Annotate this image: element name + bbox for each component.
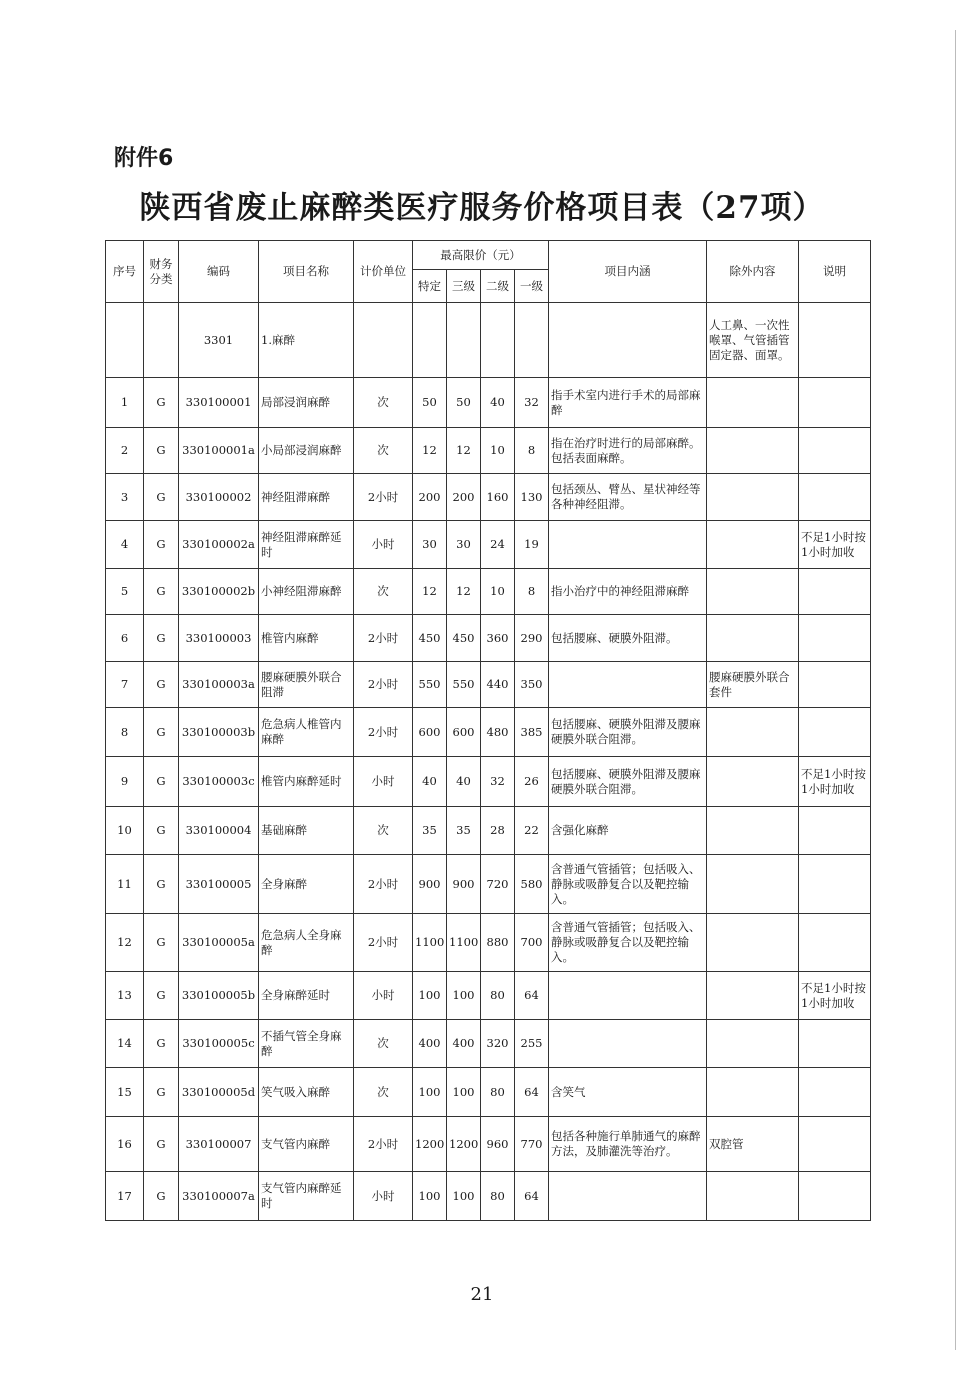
row-level2: 10 bbox=[481, 428, 515, 474]
table-row bbox=[106, 914, 871, 972]
row-note bbox=[799, 662, 871, 708]
row-level1: 32 bbox=[515, 378, 549, 428]
row-seq: 7 bbox=[106, 662, 144, 708]
row-content bbox=[549, 662, 707, 708]
row-note: 不足1小时按1小时加收 bbox=[799, 521, 871, 569]
row-content: 指小治疗中的神经阻滞麻醉 bbox=[549, 569, 707, 615]
row-code: 330100001a bbox=[179, 428, 259, 474]
row-unit: 次 bbox=[354, 1020, 413, 1068]
row-excluded bbox=[707, 474, 799, 521]
row-finance: G bbox=[144, 972, 179, 1020]
table-row bbox=[106, 1068, 871, 1117]
row-finance: G bbox=[144, 1020, 179, 1068]
row-seq: 6 bbox=[106, 615, 144, 662]
row-unit: 2小时 bbox=[354, 708, 413, 757]
row-code: 330100003 bbox=[179, 615, 259, 662]
row-level3: 550 bbox=[447, 662, 481, 708]
row-seq: 9 bbox=[106, 757, 144, 807]
row-level1: 64 bbox=[515, 972, 549, 1020]
row-unit: 次 bbox=[354, 428, 413, 474]
table-row bbox=[106, 807, 871, 855]
row-level1: 290 bbox=[515, 615, 549, 662]
header-seq: 序号 bbox=[106, 241, 144, 303]
row-level2: 28 bbox=[481, 807, 515, 855]
row-level3: 12 bbox=[447, 569, 481, 615]
row-special: 550 bbox=[413, 662, 447, 708]
row-name: 支气管内麻醉延时 bbox=[259, 1172, 354, 1221]
row-finance: G bbox=[144, 474, 179, 521]
row-code: 330100004 bbox=[179, 807, 259, 855]
row-excluded bbox=[707, 757, 799, 807]
row-level3: 900 bbox=[447, 855, 481, 914]
row-unit: 2小时 bbox=[354, 662, 413, 708]
row-level2: 80 bbox=[481, 972, 515, 1020]
header-excluded: 除外内容 bbox=[707, 241, 799, 303]
row-level2: 360 bbox=[481, 615, 515, 662]
row-level2: 880 bbox=[481, 914, 515, 972]
row-name: 椎管内麻醉延时 bbox=[259, 757, 354, 807]
row-level3: 1200 bbox=[447, 1117, 481, 1172]
row-special: 40 bbox=[413, 757, 447, 807]
row-level1: 350 bbox=[515, 662, 549, 708]
row-finance: G bbox=[144, 807, 179, 855]
row-note: 不足1小时按1小时加收 bbox=[799, 757, 871, 807]
row-excluded: 腰麻硬膜外联合套件 bbox=[707, 662, 799, 708]
row-content: 指手术室内进行手术的局部麻醉 bbox=[549, 378, 707, 428]
header-note: 说明 bbox=[799, 241, 871, 303]
row-special: 450 bbox=[413, 615, 447, 662]
row-unit: 小时 bbox=[354, 1172, 413, 1221]
row-level2: 480 bbox=[481, 708, 515, 757]
row-unit: 小时 bbox=[354, 757, 413, 807]
row-unit: 次 bbox=[354, 807, 413, 855]
row-seq: 10 bbox=[106, 807, 144, 855]
header-special: 特定 bbox=[413, 270, 447, 303]
row-seq: 1 bbox=[106, 378, 144, 428]
row-level2: 80 bbox=[481, 1172, 515, 1221]
row-unit: 2小时 bbox=[354, 474, 413, 521]
row-seq: 4 bbox=[106, 521, 144, 569]
row-seq: 3 bbox=[106, 474, 144, 521]
row-finance: G bbox=[144, 1172, 179, 1221]
row-name: 危急病人全身麻醉 bbox=[259, 914, 354, 972]
row-content bbox=[549, 1020, 707, 1068]
row-level3: 12 bbox=[447, 428, 481, 474]
row-finance: G bbox=[144, 1117, 179, 1172]
table-row bbox=[106, 708, 871, 757]
row-code: 330100005a bbox=[179, 914, 259, 972]
row-name: 局部浸润麻醉 bbox=[259, 378, 354, 428]
row-unit: 2小时 bbox=[354, 914, 413, 972]
row-note bbox=[799, 615, 871, 662]
row-level1: 19 bbox=[515, 521, 549, 569]
row-finance: G bbox=[144, 708, 179, 757]
row-note bbox=[799, 807, 871, 855]
row-finance: G bbox=[144, 378, 179, 428]
row-seq: 2 bbox=[106, 428, 144, 474]
row-content: 含笑气 bbox=[549, 1068, 707, 1117]
table-row bbox=[106, 615, 871, 662]
row-unit: 次 bbox=[354, 1068, 413, 1117]
row-level3: 100 bbox=[447, 1172, 481, 1221]
row-name: 笑气吸入麻醉 bbox=[259, 1068, 354, 1117]
row-name: 全身麻醉延时 bbox=[259, 972, 354, 1020]
row-name: 不插气管全身麻醉 bbox=[259, 1020, 354, 1068]
header-max-price: 最高限价（元） bbox=[413, 241, 549, 270]
row-level3: 400 bbox=[447, 1020, 481, 1068]
row-unit: 2小时 bbox=[354, 615, 413, 662]
row-level1: 255 bbox=[515, 1020, 549, 1068]
row-level2: 10 bbox=[481, 569, 515, 615]
row-special: 600 bbox=[413, 708, 447, 757]
row-special: 50 bbox=[413, 378, 447, 428]
row-level1: 385 bbox=[515, 708, 549, 757]
row-content: 含普通气管插管；包括吸入、静脉或吸静复合以及靶控输入。 bbox=[549, 914, 707, 972]
row-note bbox=[799, 1020, 871, 1068]
row-level3: 100 bbox=[447, 1068, 481, 1117]
header-unit: 计价单位 bbox=[354, 241, 413, 303]
row-note bbox=[799, 569, 871, 615]
section-row bbox=[106, 303, 871, 378]
row-excluded bbox=[707, 1020, 799, 1068]
table-row bbox=[106, 474, 871, 521]
row-code: 330100005c bbox=[179, 1020, 259, 1068]
row-note bbox=[799, 474, 871, 521]
row-note bbox=[799, 1068, 871, 1117]
row-level3: 35 bbox=[447, 807, 481, 855]
row-content: 包括腰麻、硬膜外阻滞及腰麻硬膜外联合阻滞。 bbox=[549, 757, 707, 807]
page-title: 陕西省废止麻醉类医疗服务价格项目表（27项） bbox=[139, 190, 825, 226]
row-excluded bbox=[707, 914, 799, 972]
row-content bbox=[549, 1172, 707, 1221]
row-level3: 50 bbox=[447, 378, 481, 428]
header-code: 编码 bbox=[179, 241, 259, 303]
table-row bbox=[106, 662, 871, 708]
row-special: 400 bbox=[413, 1020, 447, 1068]
row-content: 包括腰麻、硬膜外阻滞。 bbox=[549, 615, 707, 662]
row-level3: 40 bbox=[447, 757, 481, 807]
row-seq: 14 bbox=[106, 1020, 144, 1068]
row-content bbox=[549, 521, 707, 569]
row-name: 小神经阻滞麻醉 bbox=[259, 569, 354, 615]
row-level1: 770 bbox=[515, 1117, 549, 1172]
row-special: 35 bbox=[413, 807, 447, 855]
header-level3: 三级 bbox=[447, 270, 481, 303]
row-code: 330100003a bbox=[179, 662, 259, 708]
row-excluded bbox=[707, 1068, 799, 1117]
row-excluded bbox=[707, 521, 799, 569]
row-excluded bbox=[707, 708, 799, 757]
row-level3: 100 bbox=[447, 972, 481, 1020]
row-seq: 12 bbox=[106, 914, 144, 972]
row-note bbox=[799, 1172, 871, 1221]
row-code: 330100001 bbox=[179, 378, 259, 428]
row-content bbox=[549, 972, 707, 1020]
row-content: 含强化麻醉 bbox=[549, 807, 707, 855]
row-special: 100 bbox=[413, 972, 447, 1020]
row-unit: 小时 bbox=[354, 972, 413, 1020]
row-finance: G bbox=[144, 914, 179, 972]
section-code: 3301 bbox=[179, 303, 259, 378]
row-name: 椎管内麻醉 bbox=[259, 615, 354, 662]
row-level1: 64 bbox=[515, 1068, 549, 1117]
table-row bbox=[106, 569, 871, 615]
row-excluded bbox=[707, 807, 799, 855]
scan-edge-line bbox=[955, 30, 956, 1350]
row-level3: 1100 bbox=[447, 914, 481, 972]
row-level2: 320 bbox=[481, 1020, 515, 1068]
table-row bbox=[106, 855, 871, 914]
attachment-label: 附件6 bbox=[114, 146, 174, 171]
row-seq: 5 bbox=[106, 569, 144, 615]
row-seq: 16 bbox=[106, 1117, 144, 1172]
row-level1: 8 bbox=[515, 428, 549, 474]
row-special: 12 bbox=[413, 569, 447, 615]
row-note bbox=[799, 1117, 871, 1172]
row-code: 330100005 bbox=[179, 855, 259, 914]
row-note bbox=[799, 855, 871, 914]
row-excluded bbox=[707, 569, 799, 615]
row-level2: 24 bbox=[481, 521, 515, 569]
row-special: 1200 bbox=[413, 1117, 447, 1172]
row-level1: 580 bbox=[515, 855, 549, 914]
row-finance: G bbox=[144, 757, 179, 807]
row-unit: 2小时 bbox=[354, 855, 413, 914]
row-special: 30 bbox=[413, 521, 447, 569]
section-excluded: 人工鼻、一次性喉罩、气管插管固定器、面罩。 bbox=[707, 303, 799, 378]
row-special: 200 bbox=[413, 474, 447, 521]
row-excluded: 双腔管 bbox=[707, 1117, 799, 1172]
row-level2: 960 bbox=[481, 1117, 515, 1172]
section-seq bbox=[106, 303, 144, 378]
row-special: 12 bbox=[413, 428, 447, 474]
row-note bbox=[799, 708, 871, 757]
row-excluded bbox=[707, 615, 799, 662]
header-level2: 二级 bbox=[481, 270, 515, 303]
row-name: 全身麻醉 bbox=[259, 855, 354, 914]
table-row bbox=[106, 1020, 871, 1068]
row-excluded bbox=[707, 428, 799, 474]
row-level3: 30 bbox=[447, 521, 481, 569]
row-seq: 13 bbox=[106, 972, 144, 1020]
table-row bbox=[106, 521, 871, 569]
row-level1: 64 bbox=[515, 1172, 549, 1221]
row-excluded bbox=[707, 972, 799, 1020]
row-seq: 17 bbox=[106, 1172, 144, 1221]
row-name: 支气管内麻醉 bbox=[259, 1117, 354, 1172]
row-special: 100 bbox=[413, 1172, 447, 1221]
row-code: 330100002a bbox=[179, 521, 259, 569]
row-finance: G bbox=[144, 521, 179, 569]
row-content: 包括各种施行单肺通气的麻醉方法，及肺灌洗等治疗。 bbox=[549, 1117, 707, 1172]
row-unit: 小时 bbox=[354, 521, 413, 569]
page-number: 21 bbox=[470, 1284, 494, 1305]
row-finance: G bbox=[144, 569, 179, 615]
table-row bbox=[106, 1117, 871, 1172]
row-content: 包括腰麻、硬膜外阻滞及腰麻硬膜外联合阻滞。 bbox=[549, 708, 707, 757]
row-seq: 11 bbox=[106, 855, 144, 914]
row-note bbox=[799, 914, 871, 972]
row-special: 900 bbox=[413, 855, 447, 914]
row-special: 100 bbox=[413, 1068, 447, 1117]
row-level1: 26 bbox=[515, 757, 549, 807]
row-level1: 130 bbox=[515, 474, 549, 521]
row-seq: 8 bbox=[106, 708, 144, 757]
table-row bbox=[106, 428, 871, 474]
row-code: 330100003c bbox=[179, 757, 259, 807]
header-finance: 财务分类 bbox=[144, 241, 179, 303]
row-name: 基础麻醉 bbox=[259, 807, 354, 855]
row-finance: G bbox=[144, 1068, 179, 1117]
row-level3: 450 bbox=[447, 615, 481, 662]
row-content: 指在治疗时进行的局部麻醉。包括表面麻醉。 bbox=[549, 428, 707, 474]
row-level2: 440 bbox=[481, 662, 515, 708]
row-code: 330100005d bbox=[179, 1068, 259, 1117]
row-excluded bbox=[707, 1172, 799, 1221]
row-excluded bbox=[707, 855, 799, 914]
row-code: 330100002 bbox=[179, 474, 259, 521]
header-level1: 一级 bbox=[515, 270, 549, 303]
row-level2: 720 bbox=[481, 855, 515, 914]
row-code: 330100007a bbox=[179, 1172, 259, 1221]
row-excluded bbox=[707, 378, 799, 428]
row-level1: 700 bbox=[515, 914, 549, 972]
row-finance: G bbox=[144, 662, 179, 708]
row-name: 神经阻滞麻醉延时 bbox=[259, 521, 354, 569]
row-name: 危急病人椎管内麻醉 bbox=[259, 708, 354, 757]
row-note: 不足1小时按1小时加收 bbox=[799, 972, 871, 1020]
row-level3: 600 bbox=[447, 708, 481, 757]
row-level1: 22 bbox=[515, 807, 549, 855]
section-fin bbox=[144, 303, 179, 378]
row-level2: 160 bbox=[481, 474, 515, 521]
row-finance: G bbox=[144, 855, 179, 914]
row-note bbox=[799, 378, 871, 428]
row-unit: 2小时 bbox=[354, 1117, 413, 1172]
table-row bbox=[106, 1172, 871, 1221]
header-name: 项目名称 bbox=[259, 241, 354, 303]
row-code: 330100005b bbox=[179, 972, 259, 1020]
row-code: 330100003b bbox=[179, 708, 259, 757]
row-name: 小局部浸润麻醉 bbox=[259, 428, 354, 474]
row-level1: 8 bbox=[515, 569, 549, 615]
table-row bbox=[106, 757, 871, 807]
row-level2: 32 bbox=[481, 757, 515, 807]
header-content: 项目内涵 bbox=[549, 241, 707, 303]
row-name: 神经阻滞麻醉 bbox=[259, 474, 354, 521]
row-content: 含普通气管插管；包括吸入、静脉或吸静复合以及靶控输入。 bbox=[549, 855, 707, 914]
row-special: 1100 bbox=[413, 914, 447, 972]
row-level2: 80 bbox=[481, 1068, 515, 1117]
row-level2: 40 bbox=[481, 378, 515, 428]
price-table bbox=[105, 240, 871, 1221]
table-row bbox=[106, 378, 871, 428]
row-unit: 次 bbox=[354, 569, 413, 615]
row-name: 腰麻硬膜外联合阻滞 bbox=[259, 662, 354, 708]
row-finance: G bbox=[144, 428, 179, 474]
row-unit: 次 bbox=[354, 378, 413, 428]
row-level3: 200 bbox=[447, 474, 481, 521]
row-note bbox=[799, 428, 871, 474]
row-finance: G bbox=[144, 615, 179, 662]
row-code: 330100002b bbox=[179, 569, 259, 615]
section-name: 1.麻醉 bbox=[259, 303, 354, 378]
row-code: 330100007 bbox=[179, 1117, 259, 1172]
table-row bbox=[106, 972, 871, 1020]
row-content: 包括颈丛、臂丛、星状神经等各种神经阻滞。 bbox=[549, 474, 707, 521]
row-seq: 15 bbox=[106, 1068, 144, 1117]
